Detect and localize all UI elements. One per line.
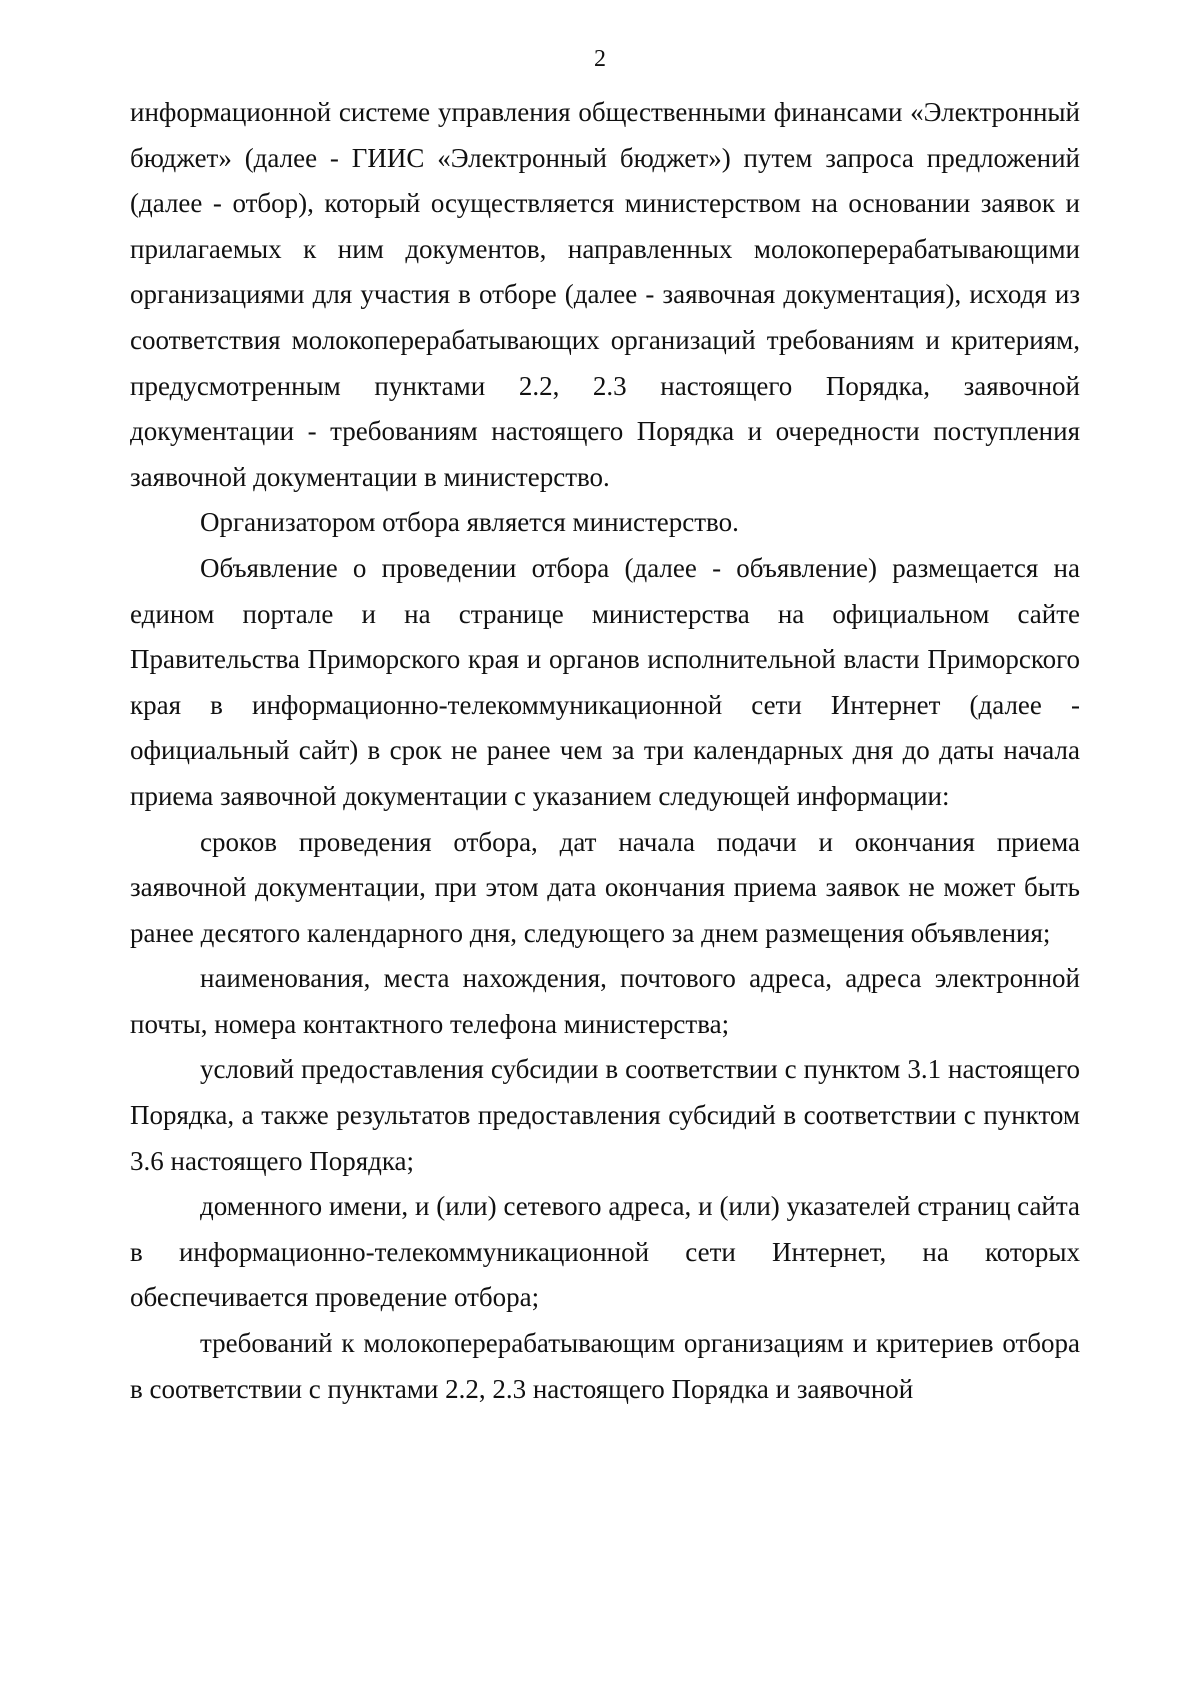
page-number: 2 bbox=[594, 46, 606, 72]
paragraph-list-item: требований к молокоперерабатывающим организациям и критериев отбора в соответствии с пунктами 2.2, 2.3 настоящего Порядка и заявочной bbox=[130, 1328, 1080, 1404]
paragraph-list-item: доменного имени, и (или) сетевого адреса, и (или) указателей страниц сайта в информационно-телекоммуникационной сети Интернет, на которых обеспечивается проведение отбора; bbox=[130, 1191, 1080, 1313]
paragraph-list-item: наименования, места нахождения, почтового адреса, адреса электронной почты, номера контактного телефона министерства; bbox=[130, 963, 1080, 1039]
paragraph-continuation: информационной системе управления общественными финансами «Электронный бюджет» (далее - ГИИС «Электронный бюджет») путем запроса предложений (далее - отбор), который осуществляется министерством на основании заявок и прилагаемых к ним документов, направленных молокоперерабатывающими организациями для участия в отборе (далее - заявочная документация), исходя из соответствия молокоперерабатывающих организаций требованиям и критериям, предусмотренным пунктами 2.2, 2.3 настоящего Порядка, заявочной документации - требованиям настоящего Порядка и очередности поступления заявочной документации в министерство. bbox=[130, 97, 1080, 492]
document-body bbox=[130, 90, 1080, 1412]
paragraph-list-item: условий предоставления субсидии в соответствии с пунктом 3.1 настоящего Порядка, а также результатов предоставления субсидий в соответствии с пунктом 3.6 настоящего Порядка; bbox=[130, 1054, 1080, 1176]
paragraph-list-item: сроков проведения отбора, дат начала подачи и окончания приема заявочной документации, при этом дата окончания приема заявок не может быть ранее десятого календарного дня, следующего за днем размещения объявления; bbox=[130, 826, 1080, 948]
paragraph-organizer: Организатором отбора является министерство. bbox=[200, 507, 739, 538]
paragraph-announcement: Объявление о проведении отбора (далее - объявление) размещается на едином портале и на странице министерства на официальном сайте Правительства Приморского края и органов исполнительной власти Приморского края в информационно-телекоммуникационной сети Интернет (далее - официальный сайт) в срок не ранее чем за три календарных дня до даты начала приема заявочной документации с указанием следующей информации: bbox=[130, 552, 1080, 811]
